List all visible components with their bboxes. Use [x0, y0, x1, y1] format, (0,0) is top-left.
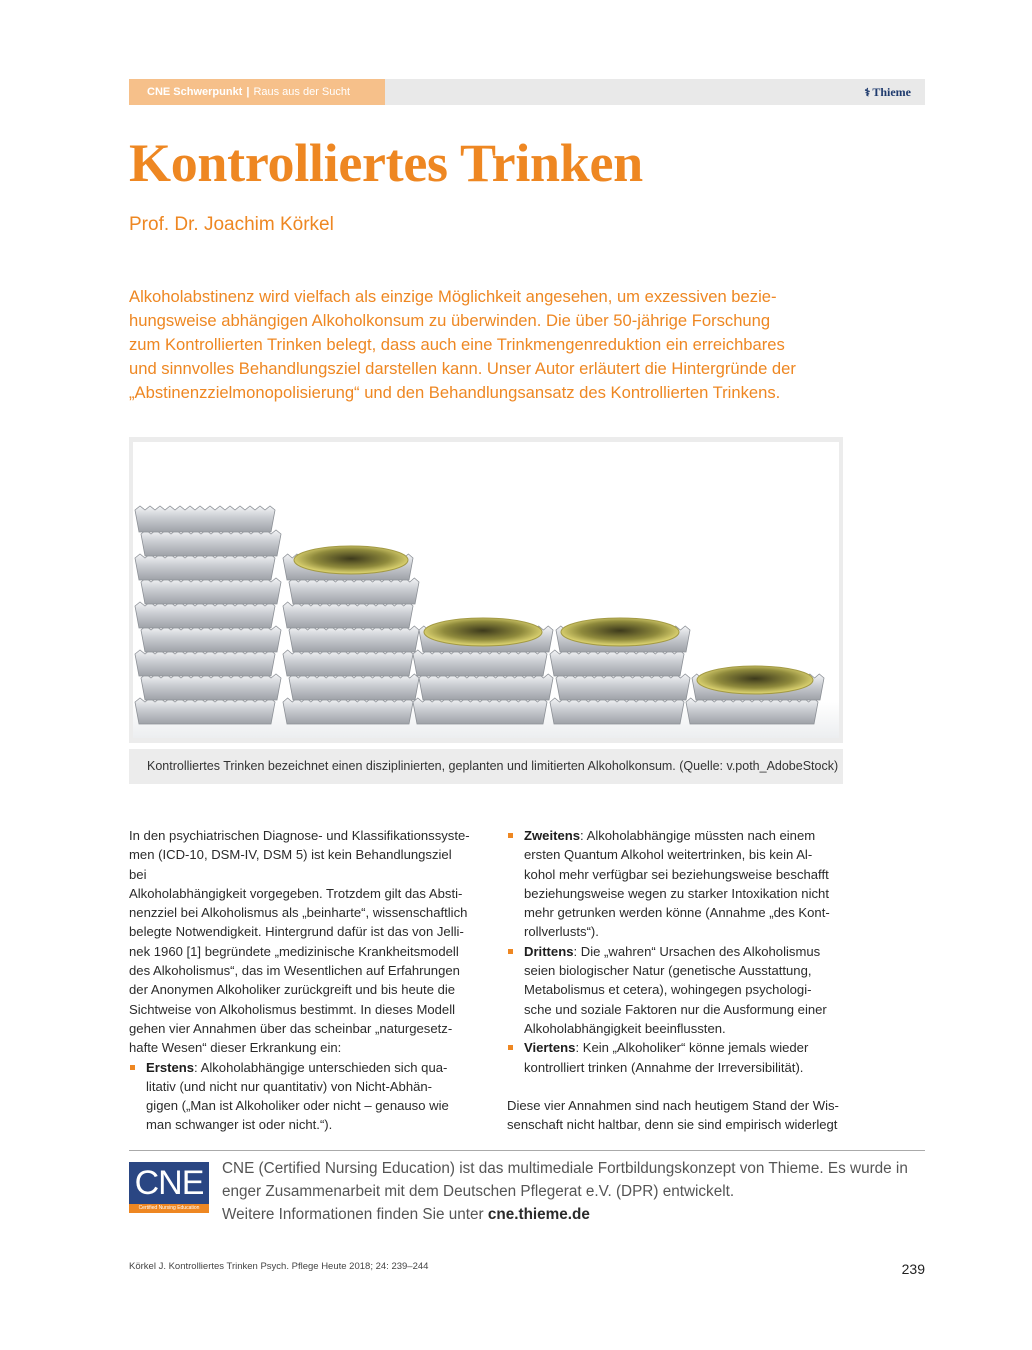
abstract-line: hungsweise abhängigen Alkoholkonsum zu überwinden. Die über 50-jährige Forschung	[129, 311, 771, 330]
list-item	[129, 1058, 471, 1135]
list-item-text: Metabolismus et cetera), wohingegen psychologi-	[524, 982, 812, 998]
list-item-text: sche und soziale Faktoren nur die Ausformung einer	[524, 1001, 827, 1017]
body-line: gehen vier Annahmen über das scheinbar „naturgesetz-	[129, 1020, 453, 1036]
bottle-cap-inside	[561, 618, 679, 646]
figure-caption: Kontrolliertes Trinken bezeichnet einen disziplinierten, geplanten und limitierten Alkoholkonsum. (Quelle: v.poth_AdobeStock)	[129, 749, 843, 784]
list-item-text: : Kein „Alkoholiker“ könne jemals wieder	[575, 1040, 809, 1056]
thieme-emblem-icon: ⚕	[864, 87, 871, 99]
body-line: senschaft nicht haltbar, denn sie sind empirisch widerlegt	[507, 1117, 838, 1133]
bottle-cap	[283, 698, 413, 724]
bottle-cap	[283, 602, 413, 628]
list-item-text: : Alkoholabhängige unterschieden sich qua-	[194, 1059, 448, 1075]
list-item	[507, 826, 852, 942]
bottle-cap	[283, 650, 413, 676]
bottle-cap-inside	[294, 546, 408, 574]
body-line: der Anonymen Alkoholiker zurückgreift und bis heute die	[129, 982, 456, 998]
bottle-cap	[289, 626, 419, 652]
list-item	[507, 942, 852, 1038]
assumptions-list	[129, 1058, 471, 1135]
bottle-cap	[141, 578, 281, 604]
bottle-cap	[550, 698, 684, 724]
bottle-cap	[141, 530, 281, 556]
section-divider	[129, 1150, 925, 1151]
list-item-text: Alkoholabhängigkeit beeinflussten.	[524, 1020, 726, 1036]
bottle-cap	[135, 506, 275, 532]
header-bar	[129, 79, 925, 105]
bottle-cap	[135, 650, 275, 676]
bottle-cap	[686, 698, 818, 724]
list-item-text: kohol mehr verfügbar sei beziehungsweise beschafft	[524, 866, 829, 882]
cne-logo	[129, 1162, 209, 1213]
article-author: Prof. Dr. Joachim Körkel	[129, 214, 334, 235]
closing-paragraph	[507, 1096, 852, 1135]
list-item-text: beziehungsweise wegen zu starker Intoxikation nicht	[524, 885, 829, 901]
body-line: Diese vier Annahmen sind nach heutigem Stand der Wis-	[507, 1097, 839, 1113]
topic-label: Raus aus der Sucht	[253, 86, 351, 98]
cne-info-prefix: Weitere Informationen finden Sie unter	[222, 1206, 488, 1223]
body-column-left	[129, 826, 471, 1135]
bullet-square-icon	[508, 833, 513, 838]
article-abstract	[129, 285, 849, 405]
bottle-caps-illustration	[133, 442, 839, 738]
body-line: nek 1960 [1] begründete „medizinische Krankheitsmodell	[129, 943, 459, 959]
abstract-line: Alkoholabstinenz wird vielfach als einzige Möglichkeit angesehen, um exzessiven bezie-	[129, 287, 777, 306]
bottle-cap-inside	[697, 666, 813, 694]
bottle-cap	[413, 650, 547, 676]
body-line: hafte Wesen“ dieser Erkrankung ein:	[129, 1040, 342, 1056]
bottle-cap	[550, 650, 684, 676]
list-item-text: rollverlusts“).	[524, 924, 599, 940]
bottle-caps-photo	[133, 442, 839, 738]
cne-info-line: enger Zusammenarbeit mit dem Deutschen Pflegerat e.V. (DPR) entwickelt.	[222, 1183, 735, 1200]
intro-paragraph	[129, 826, 471, 1058]
bottle-cap	[135, 554, 275, 580]
bottle-cap	[289, 578, 419, 604]
bottle-cap	[556, 674, 690, 700]
citation-footer: Körkel J. Kontrolliertes Trinken Psych. Pflege Heute 2018; 24: 239–244	[129, 1261, 429, 1272]
cne-logo-text: CNE	[134, 1164, 204, 1202]
list-item-text: ersten Quantum Alkohol weitertrinken, bis kein Al-	[524, 847, 813, 863]
cne-info-line	[222, 1203, 928, 1226]
section-tag	[129, 79, 385, 105]
assumptions-list-continued	[507, 826, 852, 1077]
cne-website-link[interactable]: cne.thieme.de	[487, 1206, 590, 1223]
body-line: nenzziel bei Alkoholismus als „beinharte“, wissenschaftlich	[129, 905, 468, 921]
list-item-label: Viertens	[524, 1040, 576, 1056]
list-item	[507, 1038, 852, 1077]
list-item-text: : Alkoholabhängige müssten nach einem	[580, 828, 816, 843]
list-item-text: man schwanger ist oder nicht.“).	[146, 1117, 333, 1133]
section-label: CNE Schwerpunkt	[147, 86, 243, 98]
list-item-label: Zweitens	[524, 828, 581, 843]
list-item-text: kontrolliert trinken (Annahme der Irreversibilität).	[524, 1059, 804, 1075]
bottle-cap-inside	[424, 618, 542, 646]
thieme-logo	[864, 79, 911, 106]
list-item-text: gigen („Man ist Alkoholiker oder nicht – genauso wie	[146, 1098, 449, 1114]
body-line: Sichtweise von Alkoholismus bestimmt. In dieses Modell	[129, 1001, 456, 1017]
body-line: des Alkoholismus“, das im Wesentlichen auf Erfahrungen	[129, 963, 460, 979]
bottle-cap	[135, 602, 275, 628]
body-line: In den psychiatrischen Diagnose- und Klassifikationssyste-	[129, 828, 470, 843]
bullet-square-icon	[508, 1045, 513, 1050]
list-item-text: : Die „wahren“ Ursachen des Alkoholismus	[573, 943, 821, 959]
bullet-square-icon	[508, 949, 513, 954]
body-column-right	[507, 826, 852, 1134]
abstract-line: und sinnvolles Behandlungsziel darstellen kann. Unser Autor erläutert die Hintergründe der	[129, 359, 796, 378]
cne-logo-subtitle: Certified Nursing Education	[129, 1204, 209, 1213]
cne-info-text	[222, 1157, 928, 1226]
bottle-cap	[141, 674, 281, 700]
bottle-cap	[135, 698, 275, 724]
list-item-text: seien biologischer Natur (genetische Ausstattung,	[524, 963, 812, 979]
brand-name: Thieme	[872, 85, 911, 99]
list-item-text: mehr getrunken werden könne (Annahme „des Kont-	[524, 905, 830, 921]
bottle-cap	[289, 674, 419, 700]
bottle-cap	[141, 626, 281, 652]
section-separator: |	[246, 86, 250, 98]
bottle-cap	[413, 698, 547, 724]
article-title: Kontrolliertes Trinken	[129, 133, 643, 193]
figure-frame	[129, 437, 843, 743]
abstract-line: zum Kontrollierten Trinken belegt, dass auch eine Trinkmengenreduktion ein erreichbares	[129, 335, 785, 354]
list-item-label: Drittens	[524, 943, 574, 959]
page-number: 239	[901, 1261, 925, 1277]
abstract-line: „Abstinenzzielmonopolisierung“ und den Behandlungsansatz des Kontrollierten Trinkens.	[129, 383, 781, 402]
list-item-text: litativ (und nicht nur quantitativ) von Nicht-Abhän-	[146, 1078, 433, 1094]
body-line: Alkoholabhängigkeit vorgegeben. Trotzdem gilt das Absti-	[129, 885, 463, 901]
body-line: belegte Notwendigkeit. Hintergrund dafür ist das von Jelli-	[129, 924, 464, 940]
body-line: men (ICD-10, DSM-IV, DSM 5) ist kein Behandlungsziel bei	[129, 847, 452, 882]
bottle-cap	[419, 674, 553, 700]
cne-info-line: CNE (Certified Nursing Education) ist das multimediale Fortbildungskonzept von Thieme. Es wurde in	[222, 1160, 908, 1177]
bullet-square-icon	[130, 1065, 135, 1070]
list-item-label: Erstens	[146, 1059, 195, 1075]
